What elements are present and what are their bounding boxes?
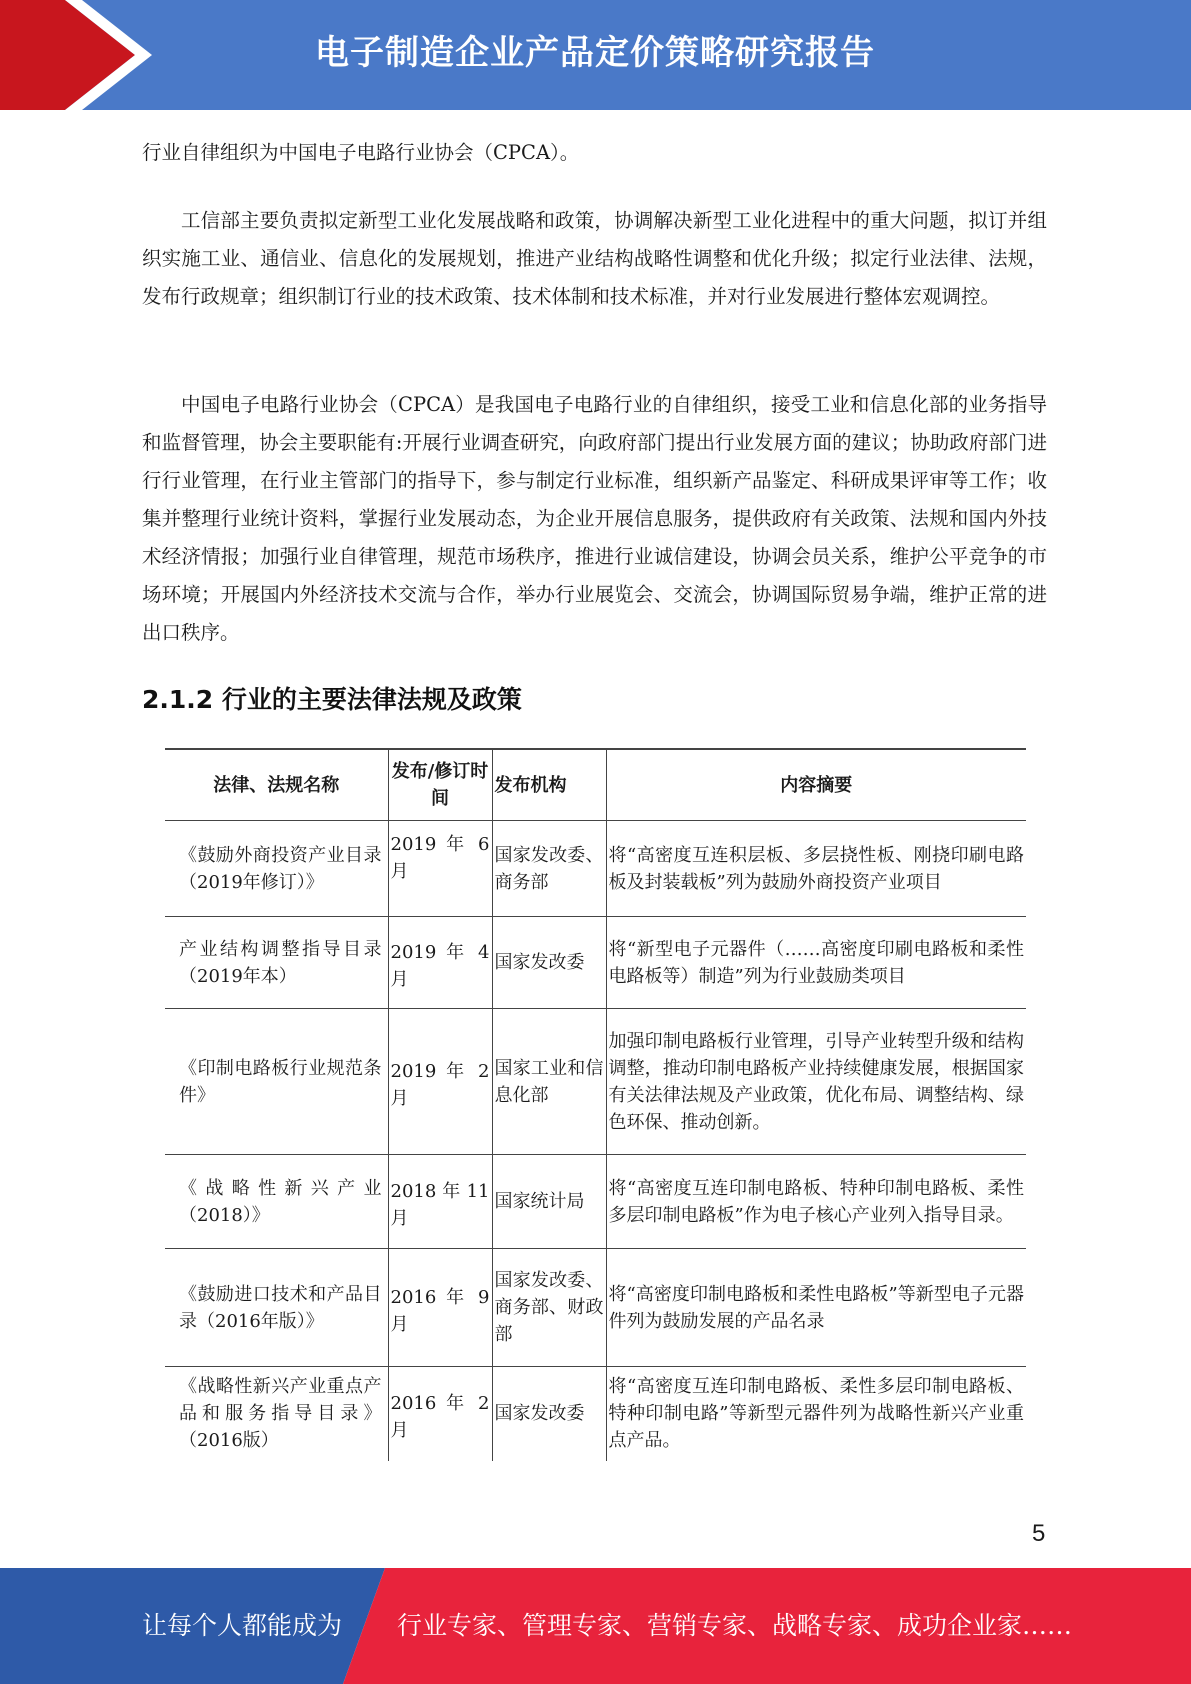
law-summary: 加强印制电路板行业管理，引导产业转型升级和结构调整，推动印制电路板产业持续健康发展，根据国家有关法律法规及产业政策，优化布局、调整结构、绿色环保、推动创新。	[606, 1009, 1026, 1155]
paragraph-intro: 行业自律组织为中国电子电路行业协会（CPCA）。	[142, 141, 580, 164]
law-agency: 国家发改委、商务部	[492, 821, 606, 917]
laws-table	[165, 748, 1026, 1461]
law-agency: 国家统计局	[492, 1155, 606, 1249]
law-name: 《战略性新兴产业重点产品和服务指导目录》（2016版）	[165, 1367, 388, 1461]
law-summary: 将“高密度印制电路板和柔性电路板”等新型电子元器件列为鼓励发展的产品名录	[606, 1249, 1026, 1367]
col-header-agency: 发布机构	[492, 749, 606, 821]
paragraph-cpca: 中国电子电路行业协会（CPCA）是我国电子电路行业的自律组织，接受工业和信息化部的业务指导和监督管理，协会主要职能有:开展行业调查研究，向政府部门提出行业发展方面的建议；协助政府部门进行行业管理，在行业主管部门的指导下，参与制定行业标准，组织新产品鉴定、科研成果评审等工作；收集并整理行业统计资料，掌握行业发展动态，为企业开展信息服务，提供政府有关政策、法规和国内外技术经济情报；加强行业自律管理，规范市场秩序，推进行业诚信建设，协调会员关系，维护公平竞争的市场环境；开展国内外经济技术交流与合作，举办行业展览会、交流会，协调国际贸易争端，维护正常的进出口秩序。	[142, 393, 1047, 644]
law-date: 2019 年 4 月	[388, 917, 492, 1009]
law-date: 2019 年 2 月	[388, 1009, 492, 1155]
law-date: 2018 年 11 月	[388, 1155, 492, 1249]
table-row	[165, 1009, 1026, 1155]
footer-slogan-right: 行业专家、管理专家、营销专家、战略专家、成功企业家……	[397, 1611, 1073, 1640]
report-title: 电子制造企业产品定价策略研究报告	[315, 33, 875, 73]
law-agency: 国家工业和信息化部	[492, 1009, 606, 1155]
table-header-row	[165, 749, 1026, 821]
table-row	[165, 1249, 1026, 1367]
law-name: 产业结构调整指导目录（2019年本）	[165, 917, 388, 1009]
law-agency: 国家发改委	[492, 917, 606, 1009]
law-summary: 将“高密度互连印制电路板、特种印制电路板、柔性多层印制电路板”作为电子核心产业列入指导目录。	[606, 1155, 1026, 1249]
law-name: 《战略性新兴产业（2018）》	[165, 1155, 388, 1249]
law-agency: 国家发改委、商务部、财政部	[492, 1249, 606, 1367]
page-footer	[0, 1568, 1191, 1684]
law-date: 2016 年 9 月	[388, 1249, 492, 1367]
table-row	[165, 821, 1026, 917]
col-header-summary: 内容摘要	[606, 749, 1026, 821]
header-arrow-decoration	[0, 0, 300, 110]
table-row	[165, 1367, 1026, 1461]
col-header-date: 发布/修订时间	[388, 749, 492, 821]
law-summary: 将“高密度互连积层板、多层挠性板、刚挠印刷电路板及封装载板”列为鼓励外商投资产业项目	[606, 821, 1026, 917]
table-row	[165, 917, 1026, 1009]
page-number: 5	[1032, 1520, 1046, 1547]
law-summary: 将“新型电子元器件（……高密度印刷电路板和柔性电路板等）制造”列为行业鼓励类项目	[606, 917, 1026, 1009]
law-date: 2019 年 6 月	[388, 821, 492, 917]
col-header-name: 法律、法规名称	[165, 749, 388, 821]
law-summary: 将“高密度互连印制电路板、柔性多层印制电路板、特种印制电路”等新型元器件列为战略性新兴产业重点产品。	[606, 1367, 1026, 1461]
law-name: 《鼓励进口技术和产品目录（2016年版）》	[165, 1249, 388, 1367]
section-heading: 2.1.2 行业的主要法律法规及政策	[142, 685, 522, 714]
table-row	[165, 1155, 1026, 1249]
law-date: 2016 年 2 月	[388, 1367, 492, 1461]
page-header	[0, 0, 1191, 110]
paragraph-miit: 工信部主要负责拟定新型工业化发展战略和政策，协调解决新型工业化进程中的重大问题，拟订并组织实施工业、通信业、信息化的发展规划，推进产业结构战略性调整和优化升级；拟定行业法律、法规，发布行政规章；组织制订行业的技术政策、技术体制和技术标准，并对行业发展进行整体宏观调控。	[142, 209, 1047, 308]
law-name: 《印制电路板行业规范条件》	[165, 1009, 388, 1155]
law-name: 《鼓励外商投资产业目录（2019年修订）》	[165, 821, 388, 917]
footer-slogan-left: 让每个人都能成为	[142, 1611, 343, 1640]
law-agency: 国家发改委	[492, 1367, 606, 1461]
